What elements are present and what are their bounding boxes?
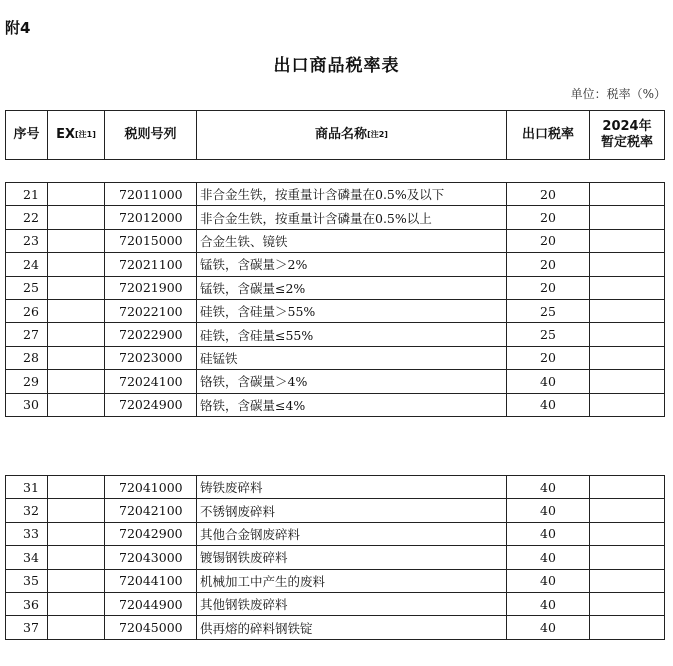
cell-temp (590, 300, 665, 323)
cell-code: 72015000 (105, 230, 197, 253)
cell-temp (590, 347, 665, 370)
cell-name: 硅铁，含硅量＞55% (197, 300, 507, 323)
cell-seq: 27 (5, 323, 48, 346)
header-ex-note: [注1] (75, 130, 96, 139)
cell-ex (48, 546, 105, 569)
page-title: 出口商品税率表 (273, 56, 400, 76)
cell-temp (590, 277, 665, 300)
cell-rate: 40 (507, 394, 590, 417)
header-name-note: [注2] (367, 130, 388, 139)
cell-seq: 23 (5, 230, 48, 253)
cell-rate: 20 (507, 347, 590, 370)
header-code (105, 111, 197, 160)
appendix-label: 附4 (5, 19, 31, 37)
cell-seq: 22 (5, 206, 48, 229)
cell-name: 其他钢铁废碎料 (197, 593, 507, 616)
cell-temp (590, 593, 665, 616)
cell-ex (48, 476, 105, 499)
cell-temp (590, 394, 665, 417)
cell-code: 72023000 (105, 347, 197, 370)
header-name-label: 商品名称 (315, 127, 368, 142)
cell-temp (590, 253, 665, 276)
cell-name: 铬铁，含碳量＞4% (197, 370, 507, 393)
cell-ex (48, 183, 105, 206)
cell-seq: 26 (5, 300, 48, 323)
cell-ex (48, 570, 105, 593)
cell-temp (590, 546, 665, 569)
cell-seq: 25 (5, 277, 48, 300)
header-temp-line1: 2024年 (602, 119, 652, 134)
cell-name: 铸铁废碎料 (197, 476, 507, 499)
header-name (197, 111, 507, 160)
cell-seq: 24 (5, 253, 48, 276)
cell-seq: 32 (5, 499, 48, 522)
cell-rate: 25 (507, 323, 590, 346)
cell-code: 72042900 (105, 523, 197, 546)
header-seq (5, 111, 48, 160)
cell-seq: 35 (5, 570, 48, 593)
cell-name: 硅铁，含硅量≤55% (197, 323, 507, 346)
cell-seq: 28 (5, 347, 48, 370)
cell-name: 非合金生铁，按重量计含磷量在0.5%及以下 (197, 183, 507, 206)
header-rate (507, 111, 590, 160)
cell-rate: 40 (507, 593, 590, 616)
cell-seq: 37 (5, 616, 48, 639)
header-ex (48, 111, 105, 160)
cell-code: 72044900 (105, 593, 197, 616)
cell-code: 72024900 (105, 394, 197, 417)
header-code-label: 税则号列 (124, 127, 177, 142)
cell-seq: 33 (5, 523, 48, 546)
cell-rate: 20 (507, 253, 590, 276)
cell-temp (590, 476, 665, 499)
cell-rate: 40 (507, 523, 590, 546)
cell-rate: 40 (507, 476, 590, 499)
header-temp-line2: 暂定税率 (600, 135, 653, 150)
cell-rate: 20 (507, 230, 590, 253)
cell-rate: 20 (507, 206, 590, 229)
cell-seq: 30 (5, 394, 48, 417)
cell-code: 72045000 (105, 616, 197, 639)
cell-name: 非合金生铁，按重量计含磷量在0.5%以上 (197, 206, 507, 229)
cell-ex (48, 230, 105, 253)
cell-name: 铬铁，含碳量≤4% (197, 394, 507, 417)
cell-seq: 31 (5, 476, 48, 499)
cell-rate: 20 (507, 183, 590, 206)
cell-code: 72011000 (105, 183, 197, 206)
cell-ex (48, 347, 105, 370)
cell-seq: 36 (5, 593, 48, 616)
table-group-2 (5, 475, 665, 640)
cell-rate: 25 (507, 300, 590, 323)
cell-code: 72022900 (105, 323, 197, 346)
cell-code: 72043000 (105, 546, 197, 569)
cell-temp (590, 523, 665, 546)
cell-code: 72041000 (105, 476, 197, 499)
cell-ex (48, 499, 105, 522)
cell-seq: 29 (5, 370, 48, 393)
cell-name: 镀锡钢铁废碎料 (197, 546, 507, 569)
cell-code: 72022100 (105, 300, 197, 323)
cell-name: 其他合金钢废碎料 (197, 523, 507, 546)
cell-temp (590, 370, 665, 393)
cell-seq: 21 (5, 183, 48, 206)
cell-rate: 40 (507, 499, 590, 522)
cell-temp (590, 206, 665, 229)
header-rate-label: 出口税率 (521, 127, 574, 142)
cell-rate: 40 (507, 570, 590, 593)
cell-seq: 34 (5, 546, 48, 569)
header-ex-label: EX (56, 127, 75, 142)
cell-rate: 20 (507, 277, 590, 300)
cell-ex (48, 277, 105, 300)
cell-code: 72012000 (105, 206, 197, 229)
cell-ex (48, 370, 105, 393)
cell-name: 不锈钢废碎料 (197, 499, 507, 522)
cell-name: 硅锰铁 (197, 347, 507, 370)
cell-code: 72044100 (105, 570, 197, 593)
table-group-1 (5, 182, 665, 417)
cell-code: 72042100 (105, 499, 197, 522)
cell-rate: 40 (507, 370, 590, 393)
cell-ex (48, 394, 105, 417)
cell-name: 合金生铁、镜铁 (197, 230, 507, 253)
cell-temp (590, 616, 665, 639)
cell-name: 锰铁，含碳量＞2% (197, 253, 507, 276)
cell-ex (48, 323, 105, 346)
header-seq-label: 序号 (13, 127, 40, 142)
unit-note: 单位：税率（%） (570, 87, 666, 101)
cell-ex (48, 206, 105, 229)
cell-name: 锰铁，含碳量≤2% (197, 277, 507, 300)
cell-code: 72021900 (105, 277, 197, 300)
cell-rate: 40 (507, 546, 590, 569)
cell-name: 机械加工中产生的废料 (197, 570, 507, 593)
cell-code: 72021100 (105, 253, 197, 276)
cell-temp (590, 183, 665, 206)
cell-ex (48, 616, 105, 639)
cell-name: 供再熔的碎料钢铁锭 (197, 616, 507, 639)
cell-code: 72024100 (105, 370, 197, 393)
cell-temp (590, 230, 665, 253)
cell-ex (48, 253, 105, 276)
cell-temp (590, 570, 665, 593)
cell-ex (48, 300, 105, 323)
table-header (5, 110, 665, 160)
cell-ex (48, 593, 105, 616)
header-temp (590, 111, 665, 160)
cell-rate: 40 (507, 616, 590, 639)
cell-temp (590, 499, 665, 522)
cell-ex (48, 523, 105, 546)
cell-temp (590, 323, 665, 346)
